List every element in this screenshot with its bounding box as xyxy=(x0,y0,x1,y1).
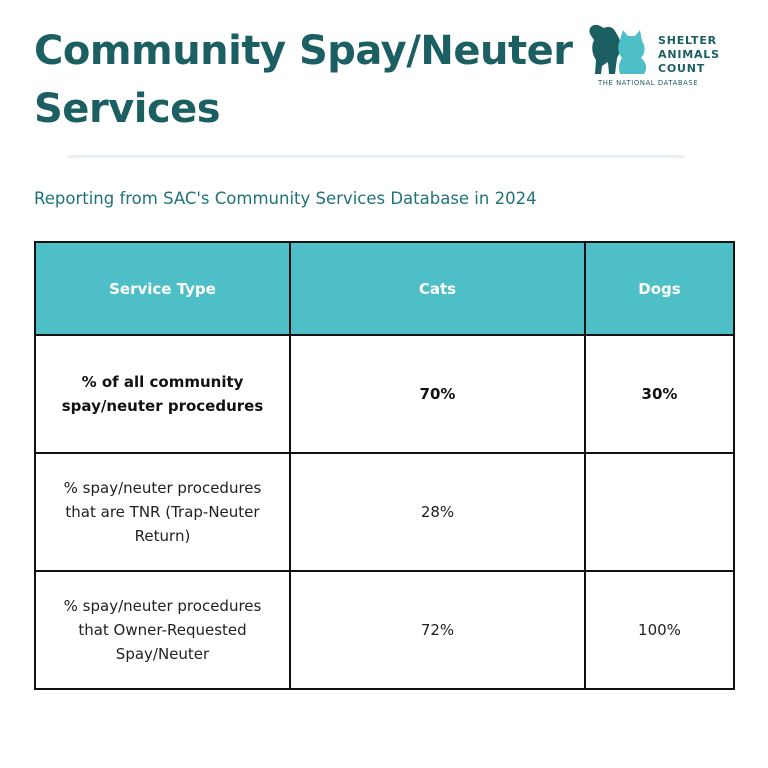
header-cats: Cats xyxy=(290,242,585,335)
dog-cat-silhouette-icon xyxy=(586,22,656,78)
spay-neuter-table xyxy=(34,241,735,690)
cat-silhouette-icon xyxy=(618,30,646,74)
page-title xyxy=(34,22,594,138)
cell-cats: 72% xyxy=(290,571,585,689)
cell-dogs xyxy=(585,453,734,571)
header-service-type: Service Type xyxy=(35,242,290,335)
cell-service-type: % spay/neuter procedures that Owner-Requested Spay/Neuter xyxy=(35,571,290,689)
page-title-line-2: Services xyxy=(34,86,221,132)
logo-tagline: THE NATIONAL DATABASE xyxy=(598,79,699,87)
cell-cats: 70% xyxy=(290,335,585,453)
table-row xyxy=(35,335,734,453)
logo-text-animals: ANIMALS xyxy=(658,48,720,61)
report-subtitle: Reporting from SAC's Community Services Database in 2024 xyxy=(34,189,537,208)
logo-text-shelter: SHELTER xyxy=(658,34,717,47)
table-row xyxy=(35,453,734,571)
cell-service-type: % of all community spay/neuter procedures xyxy=(35,335,290,453)
table-header-row xyxy=(35,242,734,335)
dog-silhouette-icon xyxy=(589,25,620,74)
page-title-line-1: Community Spay/Neuter xyxy=(34,28,573,74)
cell-service-type: % spay/neuter procedures that are TNR (Trap-Neuter Return) xyxy=(35,453,290,571)
header-dogs: Dogs xyxy=(585,242,734,335)
table-row xyxy=(35,571,734,689)
cell-cats: 28% xyxy=(290,453,585,571)
cell-dogs: 30% xyxy=(585,335,734,453)
cell-dogs: 100% xyxy=(585,571,734,689)
logo-text-count: COUNT xyxy=(658,62,706,75)
shelter-animals-count-logo xyxy=(586,22,736,92)
header-divider xyxy=(68,155,684,158)
